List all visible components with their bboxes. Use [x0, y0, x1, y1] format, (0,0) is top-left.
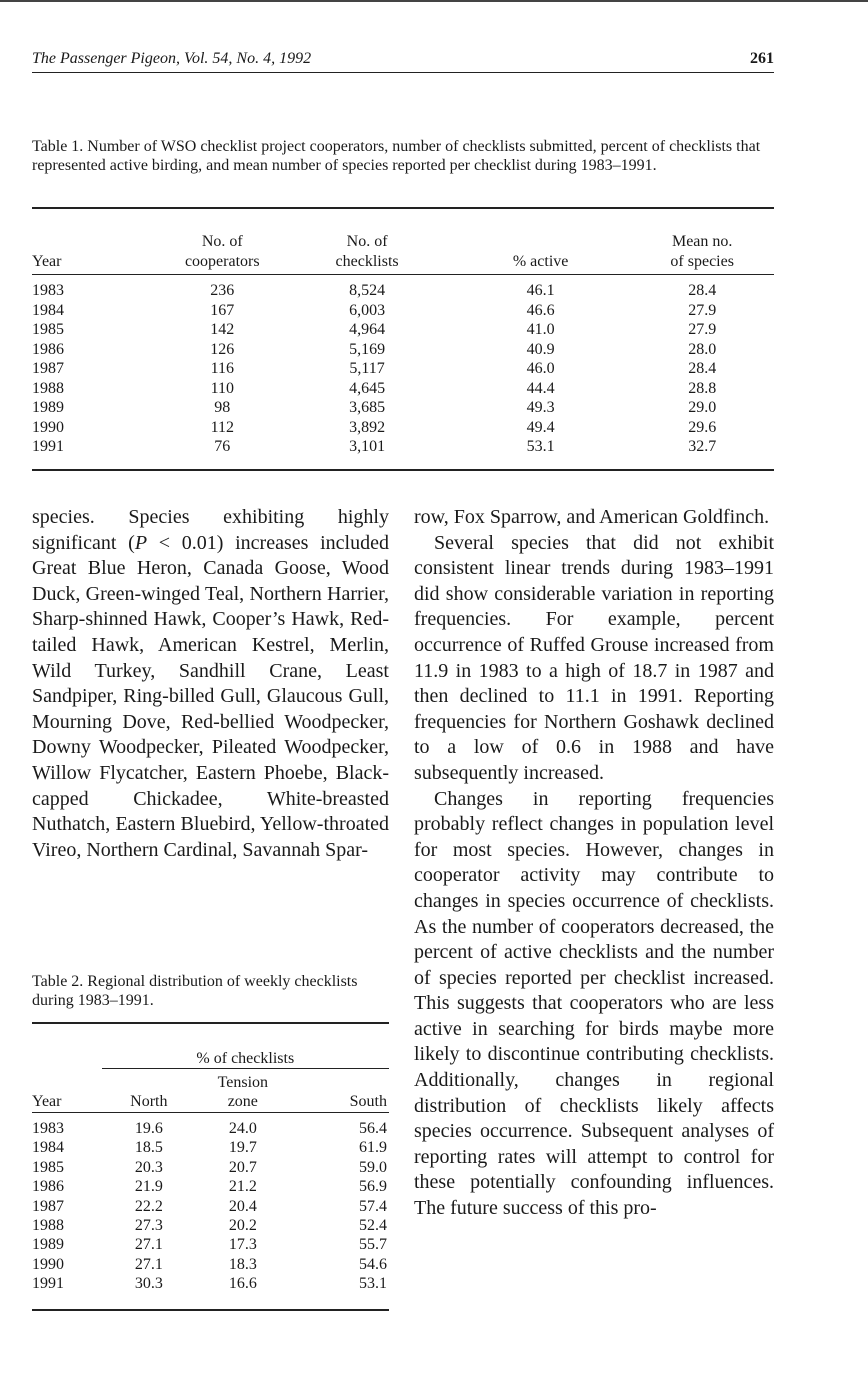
- table-cell: 19.6: [134, 1120, 163, 1137]
- table-cell: 46.0: [526, 360, 555, 377]
- table-cell: 1991: [32, 438, 64, 455]
- table-cell: 4,964: [349, 321, 386, 338]
- table-cell: 4,645: [349, 379, 386, 397]
- table-cell: 46.1: [526, 282, 555, 299]
- table-cell: 20.2: [228, 1217, 257, 1235]
- table-cell: 1987: [32, 1197, 64, 1215]
- table-cell: 27.9: [688, 301, 717, 319]
- table-cell: 20.3: [134, 1158, 163, 1176]
- table-cell: 112: [210, 418, 234, 436]
- table-cell: 126: [210, 340, 235, 358]
- table-row: [32, 320, 774, 340]
- table-cell: 18.3: [228, 1255, 257, 1273]
- table-cell: 110: [210, 379, 234, 397]
- table-cell: 142: [210, 321, 235, 338]
- table1-bottom-rule: [32, 469, 774, 471]
- body-paragraph: Several species that did not exhibit consistent linear trends during 1983–1991 did show considerable variation in reporting frequencies. For example, percent occurrence of Ruffed Grouse increased from 11.9 in 1983 to a high of 18.7 in 1987 and then declined to 11.1 in 1991. Reporting frequencies for Northern Goshawk declined to a low of 0.6 in 1988 and have subsequently increased.: [414, 531, 774, 784]
- table-cell: 1983: [32, 282, 64, 299]
- table2-top-rule: [32, 1022, 389, 1024]
- table-cell: 5,169: [349, 340, 386, 358]
- table2-group-header-row: [32, 1044, 389, 1069]
- table-cell: 76: [214, 438, 231, 455]
- header-line: No. of: [201, 233, 243, 250]
- table-cell: 28.8: [688, 379, 717, 397]
- table-cell: 55.7: [359, 1236, 387, 1254]
- top-edge-rule: [0, 0, 868, 2]
- table-row: [32, 359, 774, 379]
- table1-header-cooperators: [161, 232, 283, 275]
- table2-header-tension-zone: [196, 1069, 290, 1113]
- table-cell: 1988: [32, 1217, 64, 1235]
- table-cell: 49.4: [526, 418, 555, 436]
- table-row: [32, 1138, 389, 1157]
- table-row: [32, 1158, 389, 1177]
- table-cell: 1988: [32, 379, 64, 397]
- table-cell: 17.3: [228, 1236, 257, 1254]
- table-cell: 44.4: [526, 379, 555, 397]
- table-cell: 53.1: [359, 1275, 387, 1293]
- header-line: Mean no.: [671, 233, 733, 250]
- table-cell: 49.3: [526, 399, 555, 416]
- table-cell: 8,524: [349, 282, 386, 299]
- table-cell: 21.2: [228, 1178, 257, 1196]
- table-row: [32, 418, 774, 438]
- table1-header-year: Year: [32, 253, 62, 270]
- table-cell: 1990: [32, 1255, 64, 1273]
- body-paragraph: [32, 505, 389, 863]
- table-row: [32, 1216, 389, 1235]
- header-line: checklists: [335, 253, 399, 270]
- table-cell: 1990: [32, 418, 64, 436]
- text-run: < 0.01) increases included Great Blue Heron, Canada Goose, Wood Duck, Green-winged Teal, Northern Harrier, Sharp-shinned Hawk, Cooper’s Hawk, Red-tailed Hawk, American Kestrel, Merlin, Wild Turkey, Sandhill Crane, Least Sandpiper, Ring-billed Gull, Glaucous Gull, Mourning Dove, Red-bellied Woodpecker, Downy Woodpecker, Pileated Woodpecker, Willow Flycatcher, Eastern Phoebe, Black-capped Chickadee, White-breasted Nuthatch, Eastern Bluebird, Yellow-throated Vireo, Northern Cardinal, Savannah Spar-: [32, 531, 389, 861]
- table-cell: 1985: [32, 321, 64, 338]
- table-row: [32, 1274, 389, 1293]
- table-cell: 28.0: [688, 340, 717, 358]
- table-cell: 1989: [32, 1236, 64, 1254]
- table2-body: [32, 1113, 389, 1294]
- table2-bottom-rule: [32, 1309, 389, 1311]
- table-row: [32, 1235, 389, 1254]
- table-row: [32, 1255, 389, 1274]
- table-cell: 21.9: [134, 1178, 163, 1196]
- header-line: zone: [227, 1093, 258, 1110]
- table2-caption: Table 2. Regional distribution of weekly checklists during 1983–1991.: [32, 973, 358, 1009]
- table-cell: 27.3: [134, 1217, 163, 1235]
- table-cell: 30.3: [134, 1275, 163, 1293]
- table-row: [32, 1177, 389, 1196]
- table1-header-active: % active: [512, 253, 569, 270]
- table-cell: 20.7: [228, 1158, 257, 1176]
- header-line: No. of: [346, 233, 388, 250]
- table-cell: 167: [210, 301, 235, 319]
- table1-header-species: [630, 232, 774, 275]
- table-cell: 5,117: [349, 360, 385, 377]
- table-cell: 20.4: [228, 1197, 257, 1215]
- table-cell: 1985: [32, 1158, 64, 1176]
- table-cell: 29.6: [688, 418, 717, 436]
- table1-body: [32, 275, 774, 457]
- table-cell: 56.9: [359, 1178, 387, 1196]
- table-row: [32, 398, 774, 418]
- table2-header-row: [32, 1069, 389, 1113]
- table-cell: 1986: [32, 1178, 64, 1196]
- table-cell: 1989: [32, 399, 64, 416]
- table-row: [32, 275, 774, 301]
- table1-header-row: [32, 232, 774, 275]
- table-cell: 98: [214, 399, 231, 416]
- header-line: cooperators: [184, 253, 260, 270]
- table-cell: 41.0: [526, 321, 555, 338]
- table-cell: 28.4: [688, 282, 717, 299]
- table1-top-rule: [32, 207, 774, 209]
- table2-group-header: % of checklists: [102, 1044, 389, 1069]
- table-cell: 56.4: [359, 1120, 387, 1137]
- table-cell: 27.1: [134, 1255, 163, 1273]
- table2-header-north: North: [130, 1093, 168, 1110]
- page-number: 261: [750, 50, 774, 67]
- table-cell: 3,101: [349, 438, 386, 455]
- table-cell: 18.5: [134, 1139, 163, 1157]
- table-row: [32, 437, 774, 457]
- table-cell: 3,892: [349, 418, 386, 436]
- header-line: of species: [670, 253, 734, 270]
- table-cell: 1984: [32, 1139, 64, 1157]
- table-cell: 236: [210, 282, 235, 299]
- table-cell: 24.0: [228, 1120, 257, 1137]
- body-right-column: [414, 505, 774, 1222]
- table-cell: 29.0: [688, 399, 717, 416]
- body-left-column: [32, 505, 389, 863]
- table-row: [32, 340, 774, 360]
- table-row: [32, 379, 774, 399]
- running-header: [32, 50, 774, 73]
- table2-header-spacer: [32, 1044, 102, 1069]
- table-row: [32, 1197, 389, 1216]
- table-row: [32, 1113, 389, 1139]
- table-cell: 40.9: [526, 340, 555, 358]
- table-cell: 1987: [32, 360, 64, 377]
- table-cell: 54.6: [359, 1255, 387, 1273]
- body-paragraph: Changes in reporting frequencies probably reflect changes in population level for most species. However, changes in cooperator activity may contribute to changes in species occurrence of checklists. As the number of cooperators decreased, the percent of active checklists and the number of species reported per checklist increased. This suggests that cooperators who are less active in searching for birds maybe more likely to discontinue contributing checklists. Additionally, changes in regional distribution of checklists likely affects species occurrence. Subsequent analyses of reporting rates will attempt to control for these potentially confounding influences. The future success of this pro-: [414, 787, 774, 1220]
- table-cell: 27.1: [134, 1236, 163, 1254]
- table-cell: 16.6: [228, 1275, 257, 1293]
- table-cell: 1991: [32, 1275, 64, 1293]
- table-cell: 1983: [32, 1120, 64, 1137]
- table-cell: 57.4: [359, 1197, 387, 1215]
- table-cell: 28.4: [688, 360, 717, 377]
- table1-header-checklists: [283, 232, 451, 275]
- text-run-italic: P: [134, 531, 148, 554]
- table-cell: 1984: [32, 301, 64, 319]
- table-cell: 1986: [32, 340, 64, 358]
- table1-caption: Table 1. Number of WSO checklist project cooperators, number of checklists submitted, percent of checklists that represented active birding, and mean number of species reported per checklist during 1983–1991.: [32, 138, 761, 174]
- text-run: species. Species exhibiting highly significant (: [32, 506, 389, 554]
- table-cell: 3,685: [349, 399, 386, 416]
- header-line: Tension: [217, 1074, 269, 1091]
- table-cell: 61.9: [359, 1139, 387, 1157]
- table-cell: 27.9: [688, 321, 717, 338]
- table1: [32, 232, 774, 457]
- table2-header-south: South: [349, 1093, 387, 1110]
- journal-citation: The Passenger Pigeon, Vol. 54, No. 4, 1992: [32, 50, 312, 67]
- table-cell: 19.7: [228, 1139, 257, 1157]
- table-cell: 52.4: [359, 1217, 387, 1235]
- body-paragraph: row, Fox Sparrow, and American Goldfinch.: [414, 506, 770, 528]
- table-cell: 46.6: [526, 301, 555, 319]
- table-cell: 22.2: [134, 1197, 163, 1215]
- table-row: [32, 301, 774, 321]
- table-cell: 32.7: [688, 438, 717, 455]
- table2: [32, 1044, 389, 1294]
- table-cell: 53.1: [526, 438, 555, 455]
- table-cell: 6,003: [349, 301, 386, 319]
- table-cell: 59.0: [359, 1158, 387, 1176]
- table2-header-year: Year: [32, 1093, 62, 1110]
- table-cell: 116: [210, 360, 234, 377]
